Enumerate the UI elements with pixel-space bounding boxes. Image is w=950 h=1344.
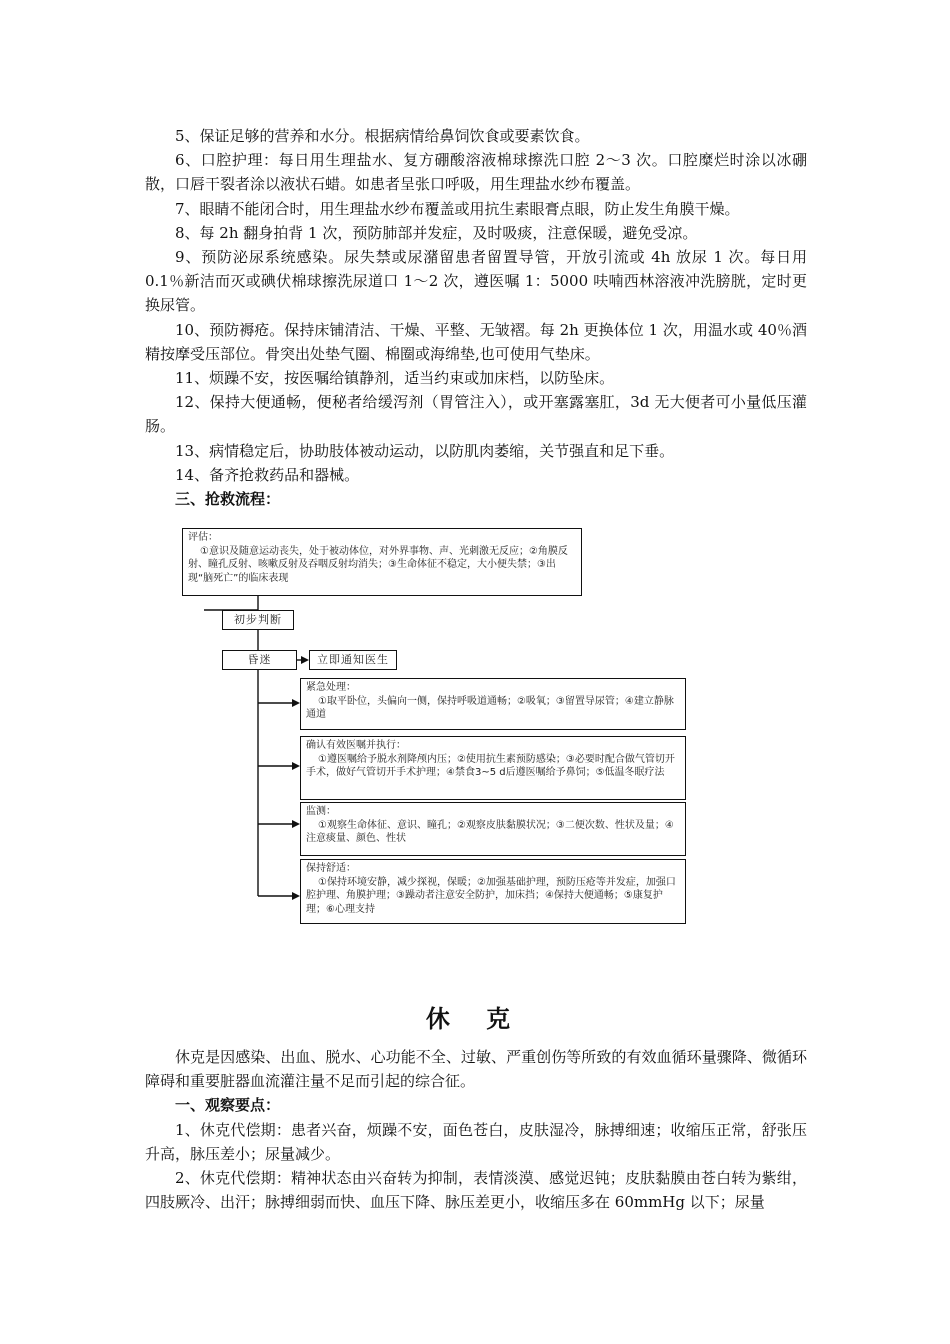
bottom-text: [145, 1045, 807, 1214]
arrowhead: [292, 699, 300, 707]
paragraph: 13、病情稳定后，协助肢体被动运动，以防肌肉萎缩，关节强直和足下垂。: [175, 441, 675, 460]
emergency-title: 紧急处理：: [306, 682, 356, 693]
coma-label: 昏迷: [247, 653, 272, 666]
monitor-body: ①观察生命体征、意识、瞳孔；②观察皮肤黏膜状况；③二便次数、性状及量；④注意痰量、颜色、性状: [306, 819, 674, 844]
assess-title: 评估：: [188, 532, 218, 543]
emergency-body: ①取平卧位，头偏向一侧，保持呼吸道通畅；②吸氧；③留置导尿管；④建立静脉通道: [306, 695, 674, 720]
paragraph: 2、休克代偿期：精神状态由兴奋转为抑制，表情淡漠、感觉迟钝；皮肤黏膜由苍白转为紫绀，四肢厥冷、出汗；脉搏细弱而快、血压下降、脉压差更小，收缩压多在 60mmHg 以下；尿量: [145, 1169, 807, 1212]
section-heading: 三、抢救流程：: [175, 490, 281, 509]
page-title: 休 克: [425, 1004, 525, 1033]
assess-box: [182, 528, 582, 596]
assess-body: ①意识及随意运动丧失，处于被动体位，对外界事物、声、光刺激无反应；②角膜反射、瞳孔反射、咳嗽反射及吞咽反射均消失；③生命体征不稳定，大小便失禁；③出现“脑死亡”的临床表现: [188, 545, 568, 584]
initial-judgment-box: [222, 610, 294, 630]
paragraph: 7、眼睛不能闭合时，用生理盐水纱布覆盖或用抗生素眼膏点眼，防止发生角膜干燥。: [175, 199, 740, 218]
monitor-title: 监测：: [306, 806, 336, 817]
initial-judgment-label: 初步判断: [234, 613, 282, 626]
orders-body: ①遵医嘱给予脱水剂降颅内压；②使用抗生素预防感染；③必要时配合做气管切开手术，做好气管切开手术护理；④禁食3~5 d后遵医嘱给予鼻饲；⑤低温冬眠疗法: [306, 753, 675, 778]
arrowhead: [292, 892, 300, 900]
paragraph: 8、每 2h 翻身拍背 1 次，预防肺部并发症，及时吸痰，注意保暖，避免受凉。: [175, 223, 698, 242]
orders-box: [300, 736, 686, 800]
rescue-flowchart: [182, 528, 692, 928]
paragraph: 10、预防褥疮。保持床铺清洁、干燥、平整、无皱褶。每 2h 更换体位 1 次，用温水或 40％酒精按摩受压部位。骨突出处垫气圈、棉圈或海绵垫,也可使用气垫床。: [145, 320, 807, 363]
paragraph: 6、口腔护理：每日用生理盐水、复方硼酸溶液棉球擦洗口腔 2～3 次。口腔糜烂时涂以冰硼散，口唇干裂者涂以液状石蜡。如患者呈张口呼吸，用生理盐水纱布覆盖。: [145, 151, 807, 194]
paragraph: 1、休克代偿期：患者兴奋，烦躁不安，面色苍白，皮肤湿冷，脉搏细速；收缩压正常，舒张压升高，脉压差小；尿量减少。: [145, 1120, 807, 1163]
notify-doctor-box: [309, 650, 397, 670]
comfort-box: [300, 859, 686, 924]
arrowhead: [292, 820, 300, 828]
orders-title: 确认有效医嘱并执行：: [306, 740, 406, 751]
monitor-box: [300, 802, 686, 856]
paragraph: 12、保持大便通畅，便秘者给缓泻剂（胃管注入），或开塞露塞肛，3d 无大便者可小量低压灌肠。: [145, 393, 807, 436]
emergency-box: [300, 678, 686, 730]
top-text: [145, 124, 807, 511]
paragraph: 9、预防泌尿系统感染。尿失禁或尿潴留患者留置导管，开放引流或 4h 放尿 1 次。每日用 0.1％新洁而灭或碘伏棉球擦洗尿道口 1～2 次，遵医嘱 1：5000 呋喃西林溶液冲洗膀胱，定时更换尿管。: [145, 248, 807, 315]
coma-box: [222, 650, 297, 670]
arrowhead: [292, 762, 300, 770]
observe-heading: 一、观察要点：: [175, 1096, 281, 1115]
paragraph: 14、备齐抢救药品和器械。: [175, 465, 360, 484]
paragraph: 5、保证足够的营养和水分。根据病情给鼻饲饮食或要素饮食。: [175, 127, 590, 145]
notify-doctor-label: 立即通知医生: [317, 653, 389, 666]
paragraph: 11、烦躁不安，按医嘱给镇静剂，适当约束或加床档，以防坠床。: [175, 369, 615, 388]
comfort-body: ①保持环境安静，减少探视，保暖；②加强基础护理，预防压疮等并发症，加强口腔护理、角膜护理；③躁动者注意安全防护，加床挡；④保持大便通畅；⑤康复护理；⑥心理支持: [306, 876, 676, 915]
intro-paragraph: 休克是因感染、出血、脱水、心功能不全、过敏、严重创伤等所致的有效血循环量骤降、微循环障碍和重要脏器血流灌注量不足而引起的综合征。: [145, 1048, 807, 1091]
comfort-title: 保持舒适：: [306, 863, 356, 874]
arrowhead: [301, 656, 309, 664]
